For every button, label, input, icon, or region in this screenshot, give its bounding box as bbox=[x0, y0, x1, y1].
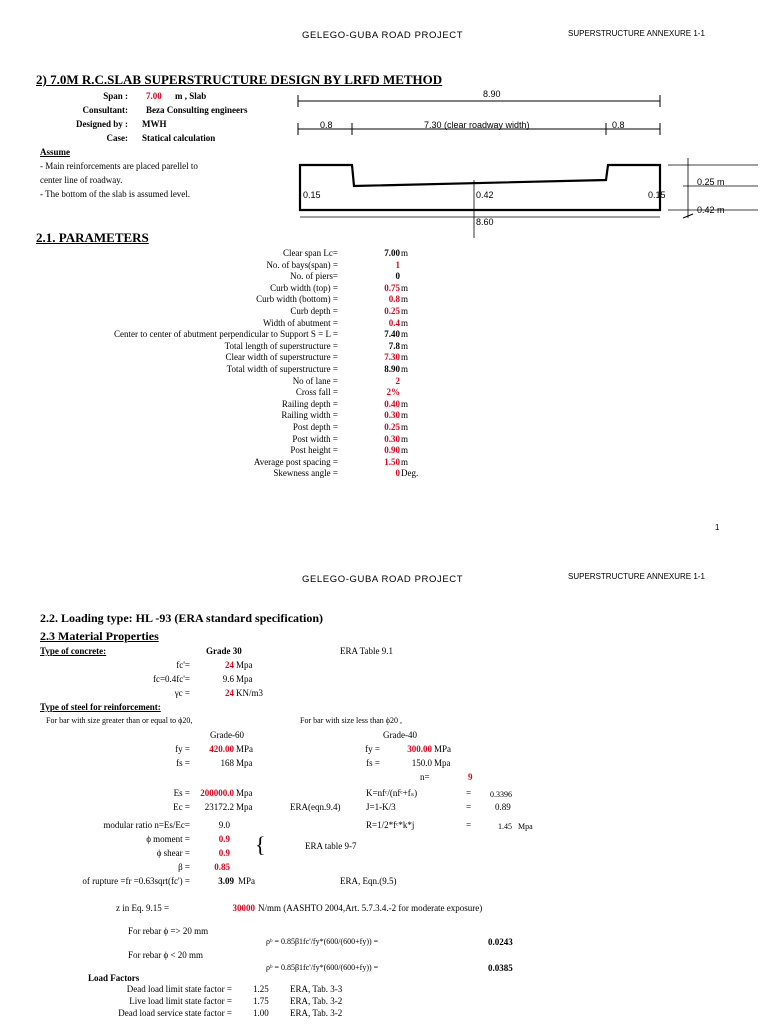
fs-value: 168 bbox=[220, 758, 234, 768]
beta-value: 0.85 bbox=[214, 862, 230, 872]
parameter-row bbox=[0, 468, 768, 480]
parameter-label: Railing depth = bbox=[281, 398, 338, 409]
fy-label: fy = bbox=[175, 744, 190, 754]
brace-icon: { bbox=[255, 832, 266, 857]
parameter-label: Total length of superstructure = bbox=[224, 340, 338, 351]
load-factor-ref: ERA, Tab. 3-2 bbox=[290, 996, 343, 1006]
grade-40: Grade-40 bbox=[383, 730, 417, 740]
consultant-label: Consultant: bbox=[82, 105, 128, 115]
parameter-row bbox=[0, 294, 768, 306]
parameter-row bbox=[0, 387, 768, 399]
fc04-label: fc=0.4fc'= bbox=[152, 674, 190, 684]
j-label: J=1-K/3 bbox=[366, 802, 396, 812]
dim-bottom-width: 8.60 bbox=[476, 217, 494, 227]
parameter-unit: m bbox=[401, 340, 409, 351]
load-factor-value: 1.25 bbox=[253, 984, 269, 994]
parameter-row bbox=[0, 410, 768, 422]
parameter-label: Curb width (bottom) = bbox=[256, 294, 338, 305]
consultant-value: Beza Consulting engineers bbox=[146, 105, 248, 115]
rupture-label: of rupture =fr =0.63sqrt(fc') = bbox=[82, 876, 190, 886]
era-eqn-9-5: ERA, Eqn.(9.5) bbox=[340, 876, 397, 886]
parameter-row bbox=[0, 422, 768, 434]
era-table-ref: ERA Table 9.1 bbox=[340, 646, 393, 656]
parameter-label: Width of abutment = bbox=[263, 317, 338, 328]
es-label: Es = bbox=[173, 788, 190, 798]
assume-title: Assume bbox=[40, 147, 71, 157]
dim-left-curb: 0.8 bbox=[320, 120, 333, 130]
parameter-value: 7.8 bbox=[388, 340, 400, 351]
parameter-label: Post depth = bbox=[292, 422, 338, 432]
concrete-type-label: Type of concrete: bbox=[40, 646, 107, 656]
fs2-value: 150.0 bbox=[411, 758, 432, 768]
parameter-label: Cross fall = bbox=[295, 387, 338, 398]
span-label: Span : bbox=[103, 91, 128, 101]
load-factor-row: Live load limit state factor = bbox=[129, 996, 232, 1006]
parameter-row bbox=[0, 260, 768, 272]
parameter-row bbox=[0, 399, 768, 411]
parameter-unit: m bbox=[401, 422, 409, 432]
page2-header-right: SUPERSTRUCTURE ANNEXURE 1-1 bbox=[568, 572, 705, 581]
main-title: 2) 7.0M R.C.SLAB SUPERSTRUCTURE DESIGN BY LRFD METHOD bbox=[36, 72, 443, 87]
bar-large-note: For bar with size greater than or equal to ϕ20, bbox=[46, 716, 193, 725]
parameter-unit: m bbox=[401, 352, 409, 363]
parameter-value: 0.90 bbox=[384, 445, 400, 456]
rebar-lt-20: For rebar ϕ < 20 mm bbox=[128, 950, 204, 960]
parameter-value: 0.30 bbox=[384, 433, 400, 444]
r-label: R=1/2*fᶜ*k*j bbox=[366, 820, 415, 830]
fs-label: fs = bbox=[176, 758, 190, 768]
phi-shear-label: ϕ shear = bbox=[156, 848, 190, 858]
parameter-row bbox=[0, 445, 768, 457]
load-factor-value: 1.75 bbox=[253, 996, 269, 1006]
parameter-unit: m bbox=[401, 433, 409, 444]
parameter-value: 0.75 bbox=[384, 282, 400, 293]
designed-by-label: Designed by : bbox=[75, 119, 128, 129]
load-factor-row: Dead load limit state factor = bbox=[126, 984, 232, 994]
phi-moment-value: 0.9 bbox=[218, 834, 230, 844]
parameter-row bbox=[0, 457, 768, 469]
assume-line-2: center line of roadway. bbox=[40, 175, 123, 185]
fs-unit: Mpa bbox=[236, 758, 253, 768]
page-number: 1 bbox=[715, 523, 720, 532]
dim-left-edge: 0.15 bbox=[303, 190, 321, 200]
parameter-value: 0.30 bbox=[384, 410, 400, 421]
parameter-row bbox=[0, 248, 768, 260]
parameter-label: Clear span Lc= bbox=[282, 248, 338, 258]
fc04-unit: Mpa bbox=[236, 674, 253, 684]
z-value: 30000 bbox=[232, 903, 255, 913]
dim-total-width: 8.90 bbox=[483, 89, 501, 99]
dim-right-curb: 0.8 bbox=[612, 120, 625, 130]
page2-header-title: GELEGO-GUBA ROAD PROJECT bbox=[302, 574, 464, 585]
ec-label: Ec = bbox=[173, 802, 190, 812]
phi-shear-value: 0.9 bbox=[218, 848, 230, 858]
parameter-value: 0.40 bbox=[384, 398, 400, 409]
parameter-value: 8.90 bbox=[384, 364, 400, 374]
parameter-value: 0.4 bbox=[388, 317, 400, 328]
parameter-label: Post height = bbox=[290, 445, 338, 456]
modular-ratio-value: 9.0 bbox=[218, 820, 230, 830]
modular-ratio-label: modular ratio n=Es/Ec= bbox=[103, 820, 190, 830]
j-value: 0.89 bbox=[495, 802, 511, 812]
parameter-value: 0.8 bbox=[388, 294, 400, 305]
z-label: z in Eq. 9.15 = bbox=[116, 903, 170, 913]
parameter-row bbox=[0, 271, 768, 283]
parameter-label: No. of bays(span) = bbox=[266, 259, 338, 270]
parameter-unit: m bbox=[401, 248, 409, 258]
bar-small-note: For bar with size less than ϕ20 , bbox=[300, 716, 402, 725]
fy2-label: fy = bbox=[365, 744, 380, 754]
parameter-label: Skewness angle = bbox=[273, 468, 338, 479]
parameter-unit: m bbox=[401, 398, 409, 409]
gamma-unit: KN/m3 bbox=[236, 688, 263, 698]
dim-slab-depth: 0.42 m bbox=[697, 205, 725, 215]
rupture-value: 3.09 bbox=[218, 876, 234, 886]
parameter-label: No of lane = bbox=[292, 375, 338, 386]
n-value: 9 bbox=[468, 772, 473, 782]
parameter-row bbox=[0, 352, 768, 364]
parameter-value: 7.30 bbox=[384, 352, 400, 363]
dim-curb-depth: 0.25 m bbox=[697, 177, 725, 187]
k-eq: = bbox=[466, 788, 472, 798]
ec-value: 23172.2 bbox=[204, 802, 234, 812]
fc-unit: Mpa bbox=[236, 660, 253, 670]
fy-value: 420.00 bbox=[209, 744, 234, 754]
fc-label: fc'= bbox=[176, 660, 190, 670]
rebar-ge-20: For rebar ϕ => 20 mm bbox=[128, 926, 209, 936]
parameter-value: 7.00 bbox=[384, 248, 400, 258]
dim-right-edge: 0.15 bbox=[648, 190, 666, 200]
fc04-value: 9.6 bbox=[222, 674, 234, 684]
grade-60: Grade-60 bbox=[210, 730, 244, 740]
parameter-value: 7.40 bbox=[384, 329, 400, 340]
parameter-label: Railing width = bbox=[281, 410, 338, 421]
parameter-label: Clear width of superstructure = bbox=[225, 352, 338, 363]
parameter-unit: m bbox=[401, 294, 409, 305]
parameter-row bbox=[0, 364, 768, 376]
fy2-value: 300.00 bbox=[407, 744, 432, 754]
parameter-unit: m bbox=[401, 456, 409, 467]
parameter-unit: m bbox=[401, 329, 409, 340]
parameter-unit: m bbox=[401, 282, 409, 293]
z-unit: N/mm (AASHTO 2004,Art. 5.7.3.4.-2 for moderate exposure) bbox=[258, 903, 483, 913]
parameter-label: Curb depth = bbox=[290, 306, 338, 316]
fc-value: 24 bbox=[225, 660, 234, 670]
parameter-value: 2% bbox=[386, 387, 400, 398]
parameter-unit: Deg. bbox=[401, 468, 419, 479]
k-label: K=nfᶜ/(nfᶜ+fₛ) bbox=[366, 788, 418, 798]
steel-type-title: Type of steel for reinforcement: bbox=[40, 702, 161, 712]
parameter-label: Total width of superstructure = bbox=[226, 364, 338, 374]
parameter-unit: m bbox=[401, 364, 409, 374]
page-header-title: GELEGO-GUBA ROAD PROJECT bbox=[302, 30, 464, 41]
load-factor-ref: ERA, Tab. 3-2 bbox=[290, 1008, 343, 1018]
slab-cross-section-diagram bbox=[288, 88, 758, 238]
rho-value-2: 0.0385 bbox=[488, 963, 513, 973]
parameter-unit: m bbox=[401, 317, 409, 328]
dim-mid-depth: 0.42 bbox=[476, 190, 494, 200]
rho-formula-2: ρᵇ = 0.85β1fc'/fy*(600/(600+fy)) = bbox=[266, 963, 379, 972]
fy-unit: MPa bbox=[236, 744, 254, 754]
gamma-label: γc = bbox=[174, 688, 190, 698]
parameter-row bbox=[0, 306, 768, 318]
fs2-label: fs = bbox=[366, 758, 380, 768]
parameter-row bbox=[0, 434, 768, 446]
parameter-value: 0.25 bbox=[384, 422, 400, 432]
parameter-value: 1 bbox=[395, 259, 400, 270]
fs2-unit: Mpa bbox=[434, 758, 451, 768]
r-eq: = bbox=[466, 820, 472, 830]
page-header-right: SUPERSTRUCTURE ANNEXURE 1-1 bbox=[568, 29, 705, 38]
era-table-9-7: ERA table 9-7 bbox=[305, 841, 357, 851]
rho-formula-1: ρᵇ = 0.85β1fc'/fy*(600/(600+fy)) = bbox=[266, 937, 379, 946]
parameter-label: Curb width (top) = bbox=[270, 282, 338, 293]
ec-unit: Mpa bbox=[236, 802, 253, 812]
parameter-unit: m bbox=[401, 306, 409, 316]
assume-line-3: - The bottom of the slab is assumed level. bbox=[40, 189, 191, 199]
parameter-row bbox=[0, 318, 768, 330]
k-value: 0.3396 bbox=[490, 790, 512, 799]
parameter-row bbox=[0, 341, 768, 353]
case-value: Statical calculation bbox=[142, 133, 216, 143]
parameters-title: 2.1. PARAMETERS bbox=[36, 230, 149, 245]
r-unit: Mpa bbox=[518, 822, 533, 831]
n-label: n= bbox=[420, 772, 430, 782]
parameter-row bbox=[0, 283, 768, 295]
parameter-unit: m bbox=[401, 410, 409, 421]
material-properties-title: 2.3 Material Properties bbox=[40, 629, 159, 643]
parameter-value: 1.50 bbox=[384, 456, 400, 467]
es-value: 200000.0 bbox=[200, 788, 234, 798]
parameter-label: No. of piers= bbox=[290, 271, 338, 282]
dim-clear-roadway: 7.30 (clear roadway width) bbox=[424, 120, 530, 130]
rho-value-1: 0.0243 bbox=[488, 937, 513, 947]
assume-line-1: - Main reinforcements are placed parellel to bbox=[40, 161, 198, 171]
case-label: Case: bbox=[106, 133, 128, 143]
parameter-label: Post width = bbox=[292, 433, 338, 444]
parameter-label: Average post spacing = bbox=[253, 456, 338, 467]
parameter-label: Center to center of abutment perpendicular to Support S = L = bbox=[113, 329, 338, 340]
parameter-unit: m bbox=[401, 445, 409, 456]
parameter-value: 0.25 bbox=[384, 306, 400, 316]
concrete-grade: Grade 30 bbox=[206, 646, 242, 656]
loading-type-title: 2.2. Loading type: HL -93 (ERA standard specification) bbox=[40, 611, 324, 625]
slab-outline bbox=[300, 165, 660, 210]
span-unit: m , Slab bbox=[175, 91, 207, 101]
load-factor-row: Dead load service state factor = bbox=[118, 1008, 232, 1018]
span-value: 7.00 bbox=[146, 91, 162, 101]
designed-by-value: MWH bbox=[142, 119, 167, 129]
rupture-unit: MPa bbox=[238, 876, 256, 886]
parameter-row bbox=[0, 376, 768, 388]
era-eqn-9-4: ERA(eqn.9.4) bbox=[290, 802, 341, 812]
load-factors-title: Load Factors bbox=[88, 973, 140, 983]
phi-moment-label: ϕ moment = bbox=[146, 834, 190, 844]
load-factor-value: 1.00 bbox=[253, 1008, 269, 1018]
beta-label: β = bbox=[178, 862, 190, 872]
load-factor-ref: ERA, Tab. 3-3 bbox=[290, 984, 343, 994]
es-unit: Mpa bbox=[236, 788, 253, 798]
parameter-row bbox=[0, 329, 768, 341]
j-eq: = bbox=[466, 802, 472, 812]
gamma-value: 24 bbox=[225, 688, 234, 698]
r-value: 1.45 bbox=[498, 822, 512, 831]
parameter-value: 0 bbox=[395, 468, 400, 479]
parameter-value: 0 bbox=[395, 271, 400, 282]
fy2-unit: MPa bbox=[434, 744, 452, 754]
parameter-value: 2 bbox=[395, 375, 400, 386]
